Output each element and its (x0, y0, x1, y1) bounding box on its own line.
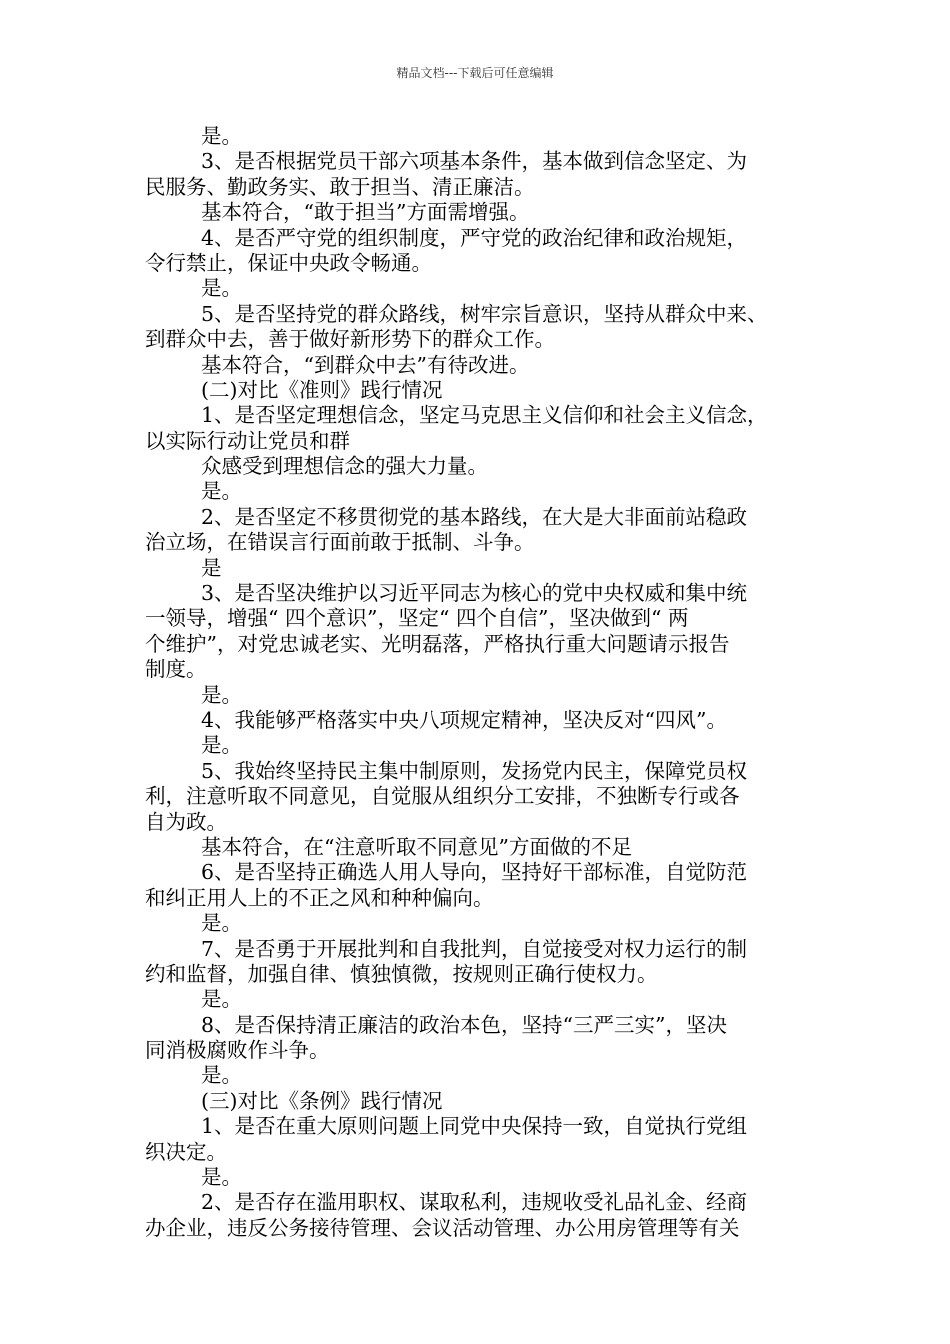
text-line: 5、是否坚持党的群众路线，树牢宗旨意识，坚持从群众中来、 (201, 301, 768, 326)
text-line: 4、我能够严格落实中央八项规定精神，坚决反对“四风”。 (201, 707, 728, 732)
document-body (145, 124, 835, 1241)
text-line: 制度。 (145, 657, 207, 682)
text-line: 织决定。 (145, 1139, 227, 1164)
text-line: (三)对比《条例》践行情况 (201, 1088, 443, 1113)
text-line: 4、是否严守党的组织制度，严守党的政治纪律和政治规矩， (201, 225, 748, 250)
text-line: 众感受到理想信念的强大力量。 (201, 454, 488, 479)
text-line: 是。 (201, 1063, 242, 1088)
text-line: 是。 (201, 276, 242, 301)
text-line: 民服务、勤政务实、敢于担当、清正廉洁。 (145, 174, 535, 199)
text-line: 到群众中去，善于做好新形势下的群众工作。 (145, 327, 555, 352)
page-header: 精品文档---下载后可任意编辑 (396, 66, 554, 80)
text-line: 自为政。 (145, 809, 227, 834)
text-line: 同消极腐败作斗争。 (145, 1038, 330, 1063)
text-line: 8、是否保持清正廉洁的政治本色，坚持“三严三实”，坚决 (201, 1012, 728, 1037)
text-line: 5、我始终坚持民主集中制原则，发扬党内民主，保障党员权 (201, 758, 748, 783)
text-line: 办企业，违反公务接待管理、会议活动管理、办公用房管理等有关 (145, 1215, 740, 1240)
text-line: 1、是否坚定理想信念，坚定马克思主义信仰和社会主义信念， (201, 403, 768, 428)
text-line: 令行禁止，保证中央政令畅通。 (145, 250, 432, 275)
text-line: 和纠正用人上的不正之风和种种偏向。 (145, 885, 494, 910)
text-line: 基本符合，“到群众中去”有待改进。 (201, 352, 530, 377)
text-line: 约和监督，加强自律、慎独慎微，按规则正确行使权力。 (145, 961, 658, 986)
text-line: 是 (201, 555, 222, 580)
text-line: 个维护”，对党忠诚老实、光明磊落，严格执行重大问题请示报告 (145, 631, 730, 656)
text-line: 是。 (201, 1165, 242, 1190)
text-line: 3、是否根据党员干部六项基本条件，基本做到信念坚定、为 (201, 149, 748, 174)
text-line: 是。 (201, 733, 242, 758)
text-line: 7、是否勇于开展批判和自我批判，自觉接受对权力运行的制 (201, 936, 748, 961)
text-line: 利，注意听取不同意见，自觉服从组织分工安排，不独断专行或各 (145, 784, 740, 809)
text-line: 是。 (201, 682, 242, 707)
text-line: 是。 (201, 987, 242, 1012)
text-line: 1、是否在重大原则问题上同党中央保持一致，自觉执行党组 (201, 1114, 748, 1139)
text-line: 2、是否存在滥用职权、谋取私利，违规收受礼品礼金、经商 (201, 1190, 748, 1215)
text-line: 6、是否坚持正确选人用人导向，坚持好干部标准，自觉防范 (201, 860, 748, 885)
text-line: 2、是否坚定不移贯彻党的基本路线，在大是大非面前站稳政 (201, 504, 748, 529)
text-line: 基本符合，“敢于担当”方面需增强。 (201, 200, 530, 225)
text-line: 是。 (201, 479, 242, 504)
text-line: (二)对比《准则》践行情况 (201, 377, 443, 402)
text-line: 基本符合，在“注意听取不同意见”方面做的不足 (201, 834, 632, 859)
text-line: 以实际行动让党员和群 (145, 428, 350, 453)
text-line: 是。 (201, 124, 242, 148)
text-line: 治立场，在错误言行面前敢于抵制、斗争。 (145, 530, 535, 555)
text-line: 一领导，增强“ 四个意识”，坚定“ 四个自信”，坚决做到“ 两 (145, 606, 689, 631)
text-line: 3、是否坚决维护以习近平同志为核心的党中央权威和集中统 (201, 581, 748, 606)
text-line: 是。 (201, 911, 242, 936)
